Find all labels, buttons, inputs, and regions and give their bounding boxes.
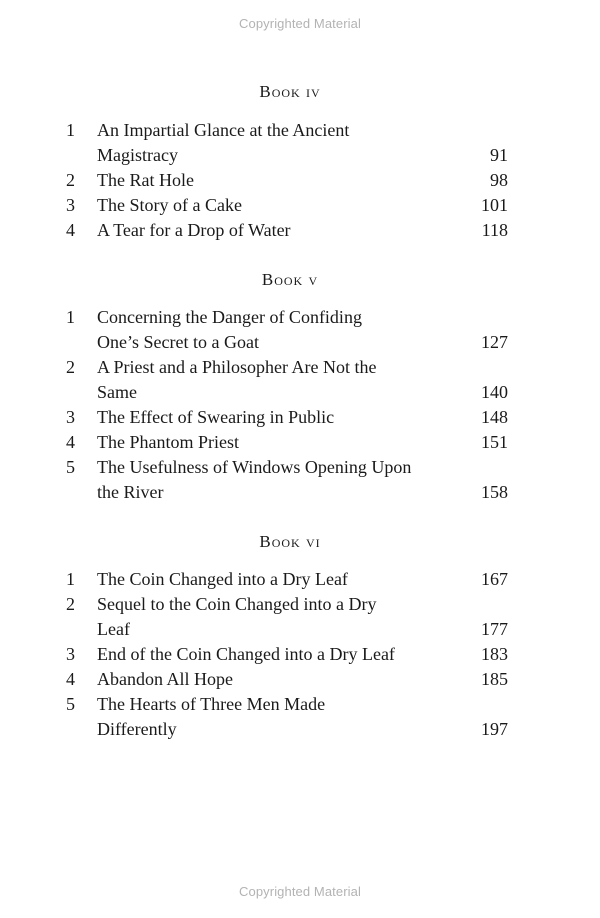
toc-section-book-4 — [0, 118, 600, 243]
chapter-title: The Usefulness of Windows Opening Upon — [97, 457, 412, 477]
chapter-title: Magistracy — [97, 145, 178, 165]
chapter-title: The Effect of Swearing in Public — [97, 407, 335, 427]
chapter-number: 4 — [66, 220, 75, 240]
page-number: 177 — [481, 619, 508, 639]
page-number: 158 — [481, 482, 508, 502]
chapter-title: An Impartial Glance at the Ancient — [97, 120, 350, 140]
toc-section-book-5 — [0, 305, 600, 505]
chapter-title: Concerning the Danger of Confiding — [97, 307, 362, 327]
chapter-number: 3 — [66, 195, 75, 215]
toc-entry-line — [0, 455, 600, 480]
toc-entry — [0, 218, 600, 243]
page-number: 183 — [481, 644, 508, 664]
chapter-title: A Priest and a Philosopher Are Not the — [97, 357, 377, 377]
chapter-number: 2 — [66, 594, 75, 614]
chapter-title: End of the Coin Changed into a Dry Leaf — [97, 644, 395, 664]
chapter-title: One’s Secret to a Goat — [97, 332, 259, 352]
toc-entry-line — [0, 567, 600, 592]
toc-entry-line — [0, 480, 600, 505]
toc-entry — [0, 118, 600, 168]
page-number: 148 — [481, 407, 508, 427]
chapter-number: 1 — [66, 120, 75, 140]
toc-entry — [0, 168, 600, 193]
page-number: 98 — [490, 170, 508, 190]
chapter-title: the River — [97, 482, 164, 502]
toc-entry — [0, 692, 600, 742]
toc-entry — [0, 567, 600, 592]
toc-entry — [0, 193, 600, 218]
toc-entry-line — [0, 330, 600, 355]
chapter-title: The Story of a Cake — [97, 195, 242, 215]
copyright-watermark-top: Copyrighted Material — [239, 16, 361, 31]
copyright-watermark-bottom: Copyrighted Material — [239, 884, 361, 899]
toc-entry-line — [0, 218, 600, 243]
book-heading: Book v — [261, 270, 319, 289]
page-number: 151 — [481, 432, 508, 452]
page-number: 140 — [481, 382, 508, 402]
page-number: 197 — [481, 719, 508, 739]
page-number: 185 — [481, 669, 508, 689]
toc-entry-line — [0, 355, 600, 380]
chapter-title: Leaf — [97, 619, 130, 639]
toc-section-book-6 — [0, 567, 600, 742]
toc-entry-line — [0, 717, 600, 742]
toc-entry-line — [0, 430, 600, 455]
toc-entry — [0, 667, 600, 692]
toc-entry-line — [0, 305, 600, 330]
toc-entry — [0, 405, 600, 430]
page-number: 101 — [481, 195, 508, 215]
page-number: 167 — [481, 569, 508, 589]
page-number: 127 — [481, 332, 508, 352]
toc-entry — [0, 642, 600, 667]
chapter-title: The Phantom Priest — [97, 432, 239, 452]
toc-entry — [0, 355, 600, 405]
chapter-number: 1 — [66, 307, 75, 327]
toc-entry — [0, 305, 600, 355]
toc-entry-line — [0, 193, 600, 218]
chapter-number: 1 — [66, 569, 75, 589]
chapter-number: 5 — [66, 457, 75, 477]
chapter-number: 5 — [66, 694, 75, 714]
toc-entry-line — [0, 617, 600, 642]
chapter-title: Differently — [97, 719, 177, 739]
chapter-title: The Rat Hole — [97, 170, 194, 190]
chapter-title: A Tear for a Drop of Water — [97, 220, 291, 240]
chapter-title: The Coin Changed into a Dry Leaf — [97, 569, 348, 589]
toc-entry-line — [0, 642, 600, 667]
book-heading: Book vi — [259, 532, 321, 551]
chapter-number: 4 — [66, 432, 75, 452]
chapter-number: 3 — [66, 407, 75, 427]
chapter-number: 2 — [66, 170, 75, 190]
toc-entry-line — [0, 118, 600, 143]
chapter-number: 2 — [66, 357, 75, 377]
book-heading: Book iv — [259, 82, 321, 101]
page-number: 118 — [481, 220, 508, 240]
chapter-number: 3 — [66, 644, 75, 664]
chapter-title: Sequel to the Coin Changed into a Dry — [97, 594, 377, 614]
toc-entry-line — [0, 667, 600, 692]
toc-entry-line — [0, 592, 600, 617]
toc-entry-line — [0, 692, 600, 717]
chapter-title: Same — [97, 382, 137, 402]
toc-entry-line — [0, 405, 600, 430]
toc-entry-line — [0, 168, 600, 193]
toc-entry-line — [0, 143, 600, 168]
chapter-title: The Hearts of Three Men Made — [97, 694, 326, 714]
toc-entry — [0, 455, 600, 505]
toc-entry-line — [0, 380, 600, 405]
toc-entry — [0, 430, 600, 455]
chapter-title: Abandon All Hope — [97, 669, 233, 689]
page-number: 91 — [490, 145, 508, 165]
toc-entry — [0, 592, 600, 642]
chapter-number: 4 — [66, 669, 75, 689]
